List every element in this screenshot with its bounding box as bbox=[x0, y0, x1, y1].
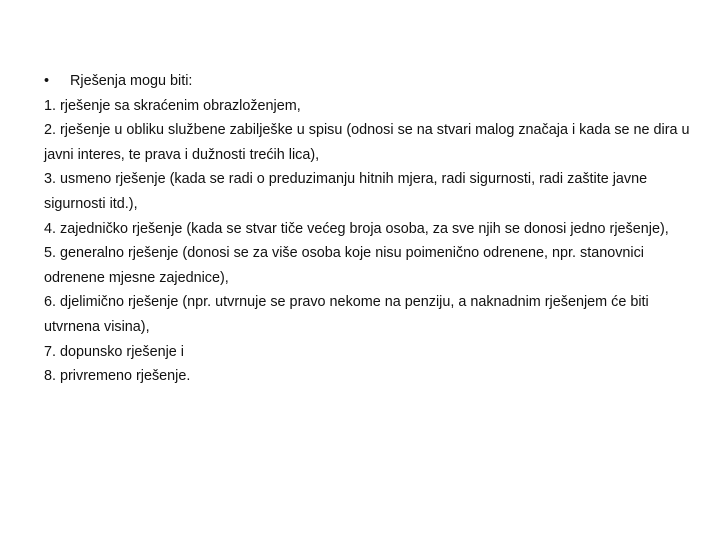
bullet-heading bbox=[44, 69, 694, 94]
solution-list bbox=[44, 94, 694, 389]
list-item: 8. privremeno rješenje. bbox=[44, 368, 191, 385]
list-item: 6. djelimično rješenje (npr. utvrnuje se pravo nekome na penziju, a naknadnim rješenjem će biti utvrnena visina), bbox=[44, 294, 649, 335]
list-item: 3. usmeno rješenje (kada se radi o preduzimanju hitnih mjera, radi sigurnosti, radi zaštite javne sigurnosti itd.), bbox=[44, 171, 648, 212]
list-item: 7. dopunsko rješenje i bbox=[44, 343, 184, 360]
bullet-icon: • bbox=[44, 73, 50, 89]
list-item: 1. rješenje sa skraćenim obrazloženjem, bbox=[44, 97, 301, 114]
list-item: 2. rješenje u obliku službene zabilješke u spisu (odnosi se na stvari malog značaja i kada se ne dira u javni interes, te prava i dužnosti trećih lica), bbox=[44, 122, 690, 163]
list-item: 5. generalno rješenje (donosi se za više osoba koje nisu poimenično odrenene, npr. stanovnici odrenene mjesne zajednice), bbox=[44, 245, 644, 286]
heading-text: Rješenja mogu biti: bbox=[70, 73, 193, 89]
text-block bbox=[44, 69, 694, 389]
list-item: 4. zajedničko rješenje (kada se stvar tiče većeg broja osoba, za sve njih se donosi jedno rješenje), bbox=[44, 220, 669, 237]
